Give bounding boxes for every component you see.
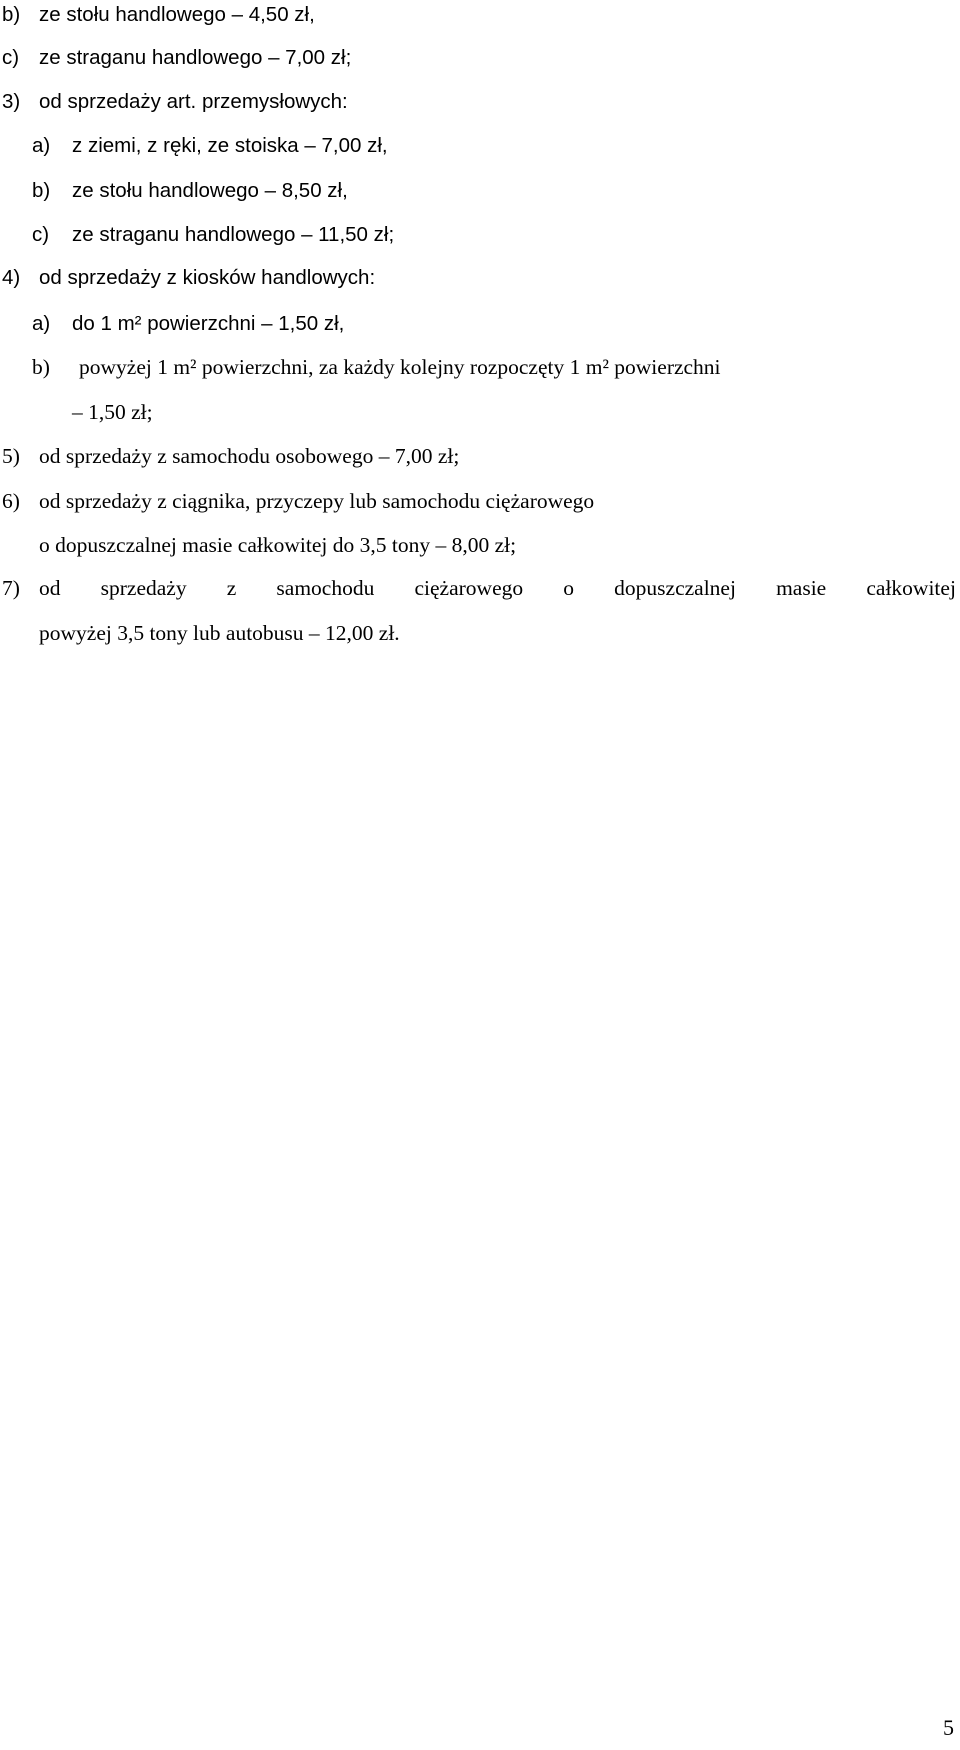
item-text: do 1 m² powierzchni – 1,50 zł, — [72, 312, 345, 335]
item-text: od sprzedaży z samochodu osobowego – 7,00 zł; — [39, 444, 460, 468]
word: samochodu — [276, 576, 375, 600]
item-text — [39, 578, 956, 600]
word: od — [39, 576, 61, 600]
word: masie — [776, 576, 827, 600]
word: sprzedaży — [100, 576, 187, 600]
item-text: ze stołu handlowego – 8,50 zł, — [72, 179, 348, 202]
item-text: ze straganu handlowego – 11,50 zł; — [72, 223, 395, 246]
word: ciężarowego — [414, 576, 524, 600]
item-marker: 6) — [2, 489, 20, 513]
item-text: z ziemi, z ręki, ze stoiska – 7,00 zł, — [72, 134, 388, 157]
item-marker: 3) — [2, 90, 21, 113]
item-text: – 1,50 zł; — [72, 400, 153, 424]
item-text: o dopuszczalnej masie całkowitej do 3,5 tony – 8,00 zł; — [39, 533, 517, 557]
item-text: ze stołu handlowego – 4,50 zł, — [39, 3, 315, 26]
item-marker: 7) — [2, 576, 20, 600]
item-marker: c) — [2, 46, 20, 69]
word: o — [563, 576, 575, 600]
item-text: od sprzedaży z ciągnika, przyczepy lub samochodu ciężarowego — [39, 489, 595, 513]
item-marker: 5) — [2, 444, 20, 468]
word: całkowitej — [866, 576, 956, 600]
item-marker: b) — [2, 3, 21, 26]
item-marker: c) — [32, 223, 50, 246]
word: dopuszczalnej — [614, 576, 736, 600]
item-text: od sprzedaży z kiosków handlowych: — [39, 266, 376, 289]
word: z — [226, 576, 237, 600]
item-marker: a) — [32, 134, 51, 157]
item-text: ze straganu handlowego – 7,00 zł; — [39, 46, 352, 69]
item-text: od sprzedaży art. przemysłowych: — [39, 90, 348, 113]
item-marker: 4) — [2, 266, 21, 289]
page-number: 5 — [943, 1715, 954, 1740]
item-marker: b) — [32, 179, 51, 202]
item-marker: b) — [32, 355, 50, 379]
item-text: powyżej 3,5 tony lub autobusu – 12,00 zł. — [39, 621, 400, 645]
item-text: powyżej 1 m² powierzchni, za każdy kolejny rozpoczęty 1 m² powierzchni — [79, 355, 721, 379]
item-marker: a) — [32, 312, 51, 335]
